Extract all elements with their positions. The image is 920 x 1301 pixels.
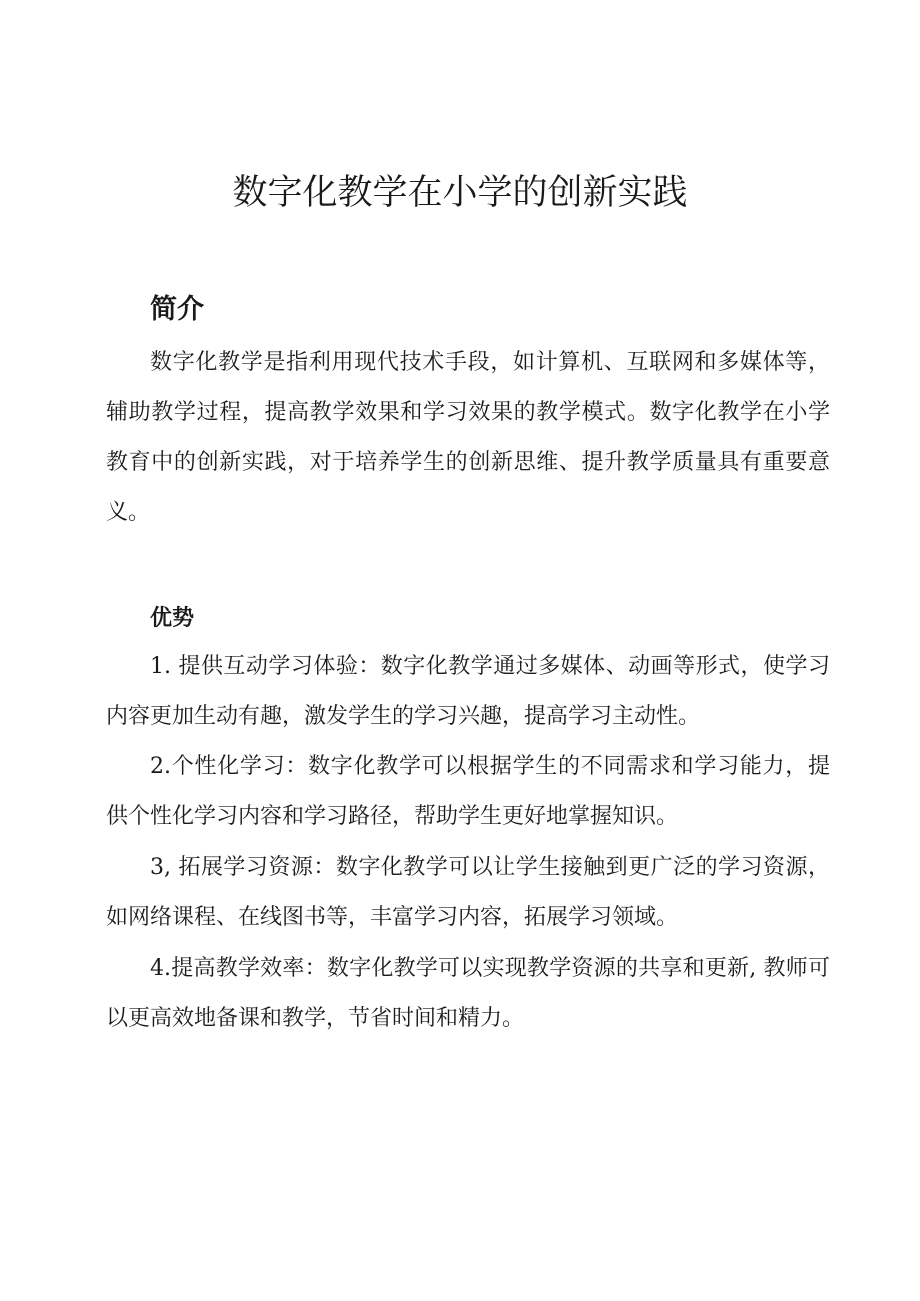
advantage-item-4: 4.提高教学效率：数字化教学可以实现教学资源的共享和更新, 教师可以更高效地备课和教学，节省时间和精力。 [106, 956, 830, 1031]
advantage-item-1: 1. 提供互动学习体验：数字化教学通过多媒体、动画等形式，使学习内容更加生动有趣，激发学生的学习兴趣，提高学习主动性。 [106, 654, 830, 729]
advantages-heading: 优势 [150, 605, 195, 631]
advantage-item-2: 2.个性化学习：数字化教学可以根据学生的不同需求和学习能力，提供个性化学习内容和学习路径，帮助学生更好地掌握知识。 [106, 754, 830, 829]
intro-paragraph: 数字化教学是指利用现代技术手段，如计算机、互联网和多媒体等，辅助教学过程，提高教学效果和学习效果的教学模式。数字化教学在小学教育中的创新实践，对于培养学生的创新思维、提升教学质量具有重要意义。 [106, 350, 830, 525]
intro-heading: 简介 [150, 294, 204, 325]
document-title: 数字化教学在小学的创新实践 [232, 173, 688, 213]
advantage-item-3: 3, 拓展学习资源：数字化教学可以让学生接触到更广泛的学习资源，如网络课程、在线图书等，丰富学习内容，拓展学习领域。 [106, 855, 830, 930]
